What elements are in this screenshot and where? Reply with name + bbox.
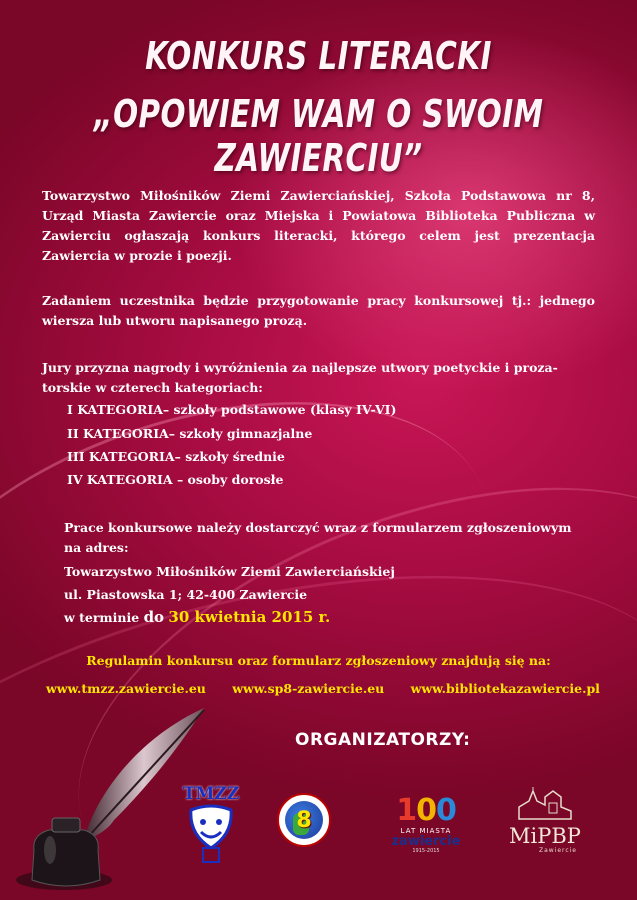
submission-line-2: na adres: xyxy=(64,540,129,555)
regulations-text: Regulamin konkursu oraz formularz zgłoszeniowy znajdują się na: xyxy=(86,653,551,668)
poster-title: KONKURS LITERACKI xyxy=(145,34,492,78)
poster-subtitle: „OPOWIEM WAM O SWOIM ZAWIERCIU” xyxy=(93,92,544,180)
inkwell-body xyxy=(32,830,100,886)
category-item: I KATEGORIA– szkoły podstawowe (klasy IV-VI) xyxy=(67,402,397,417)
category-item: IV KATEGORIA – osoby dorosłe xyxy=(67,472,284,487)
submission-deadline xyxy=(64,607,330,628)
zawiercie-100-number: 100 xyxy=(396,793,456,828)
submission-address: ul. Piastowska 1; 42-400 Zawiercie xyxy=(64,587,308,602)
zawiercie-caption-2: zawiercie xyxy=(391,834,461,849)
submission-line-1: Prace konkursowe należy dostarczyć wraz z formularzem zgłoszeniowym xyxy=(64,520,572,535)
tmzz-logo-text: TMZZ xyxy=(182,784,240,804)
deadline-date: 30 kwietnia 2015 r. xyxy=(168,608,331,626)
url-link-sp8[interactable]: www.sp8-zawiercie.eu xyxy=(232,681,385,696)
jury-line-1: Jury przyzna nagrody i wyróżnienia za najlepsze utwory poetyckie i proza- xyxy=(42,360,558,375)
category-item: II KATEGORIA– szkoły gimnazjalne xyxy=(67,426,313,441)
intro-paragraph: Towarzystwo Miłośników Ziemi Zawierciańskiej, Szkoła Podstawowa nr 8, Urząd Miasta Zawiercie oraz Miejska i Powiatowa Biblioteka Publiczna w Zawierciu ogłaszają konkurs literacki, którego celem jest prezentacja Zawiercia w prozie i poezji. xyxy=(42,188,595,263)
submission-org-name: Towarzystwo Miłośników Ziemi Zawierciańskiej xyxy=(64,564,395,579)
mipbp-logo-text: MiPBP xyxy=(509,824,581,848)
sp8-logo xyxy=(277,793,331,847)
url-list xyxy=(46,681,600,696)
theatre-mask-icon xyxy=(183,804,239,864)
url-link-biblioteka[interactable]: www.bibliotekazawiercie.pl xyxy=(410,681,600,696)
url-link-tmzz[interactable]: www.tmzz.zawiercie.eu xyxy=(46,681,206,696)
zawiercie-years: 1915-2015 xyxy=(412,848,440,854)
deadline-do: do xyxy=(143,608,165,626)
mipbp-caption: Zawiercie xyxy=(538,847,577,854)
sp8-logo-digit: 8 xyxy=(296,807,312,833)
organizers-heading: ORGANIZATORZY: xyxy=(295,730,471,750)
library-building-icon xyxy=(515,787,575,821)
tmzz-logo xyxy=(178,784,244,868)
jury-line-2: torskie w czterech kategoriach: xyxy=(42,380,263,395)
mipbp-logo xyxy=(505,787,585,863)
task-paragraph: Zadaniem uczestnika będzie przygotowanie pracy konkursowej tj.: jednego wiersza lub utworu napisanego prozą. xyxy=(42,293,595,328)
category-item: III KATEGORIA– szkoły średnie xyxy=(67,449,285,464)
zawiercie-caption-1: LAT MIASTA xyxy=(400,827,452,835)
deadline-prefix: w terminie xyxy=(64,610,140,625)
zawiercie-100-logo xyxy=(388,795,464,861)
